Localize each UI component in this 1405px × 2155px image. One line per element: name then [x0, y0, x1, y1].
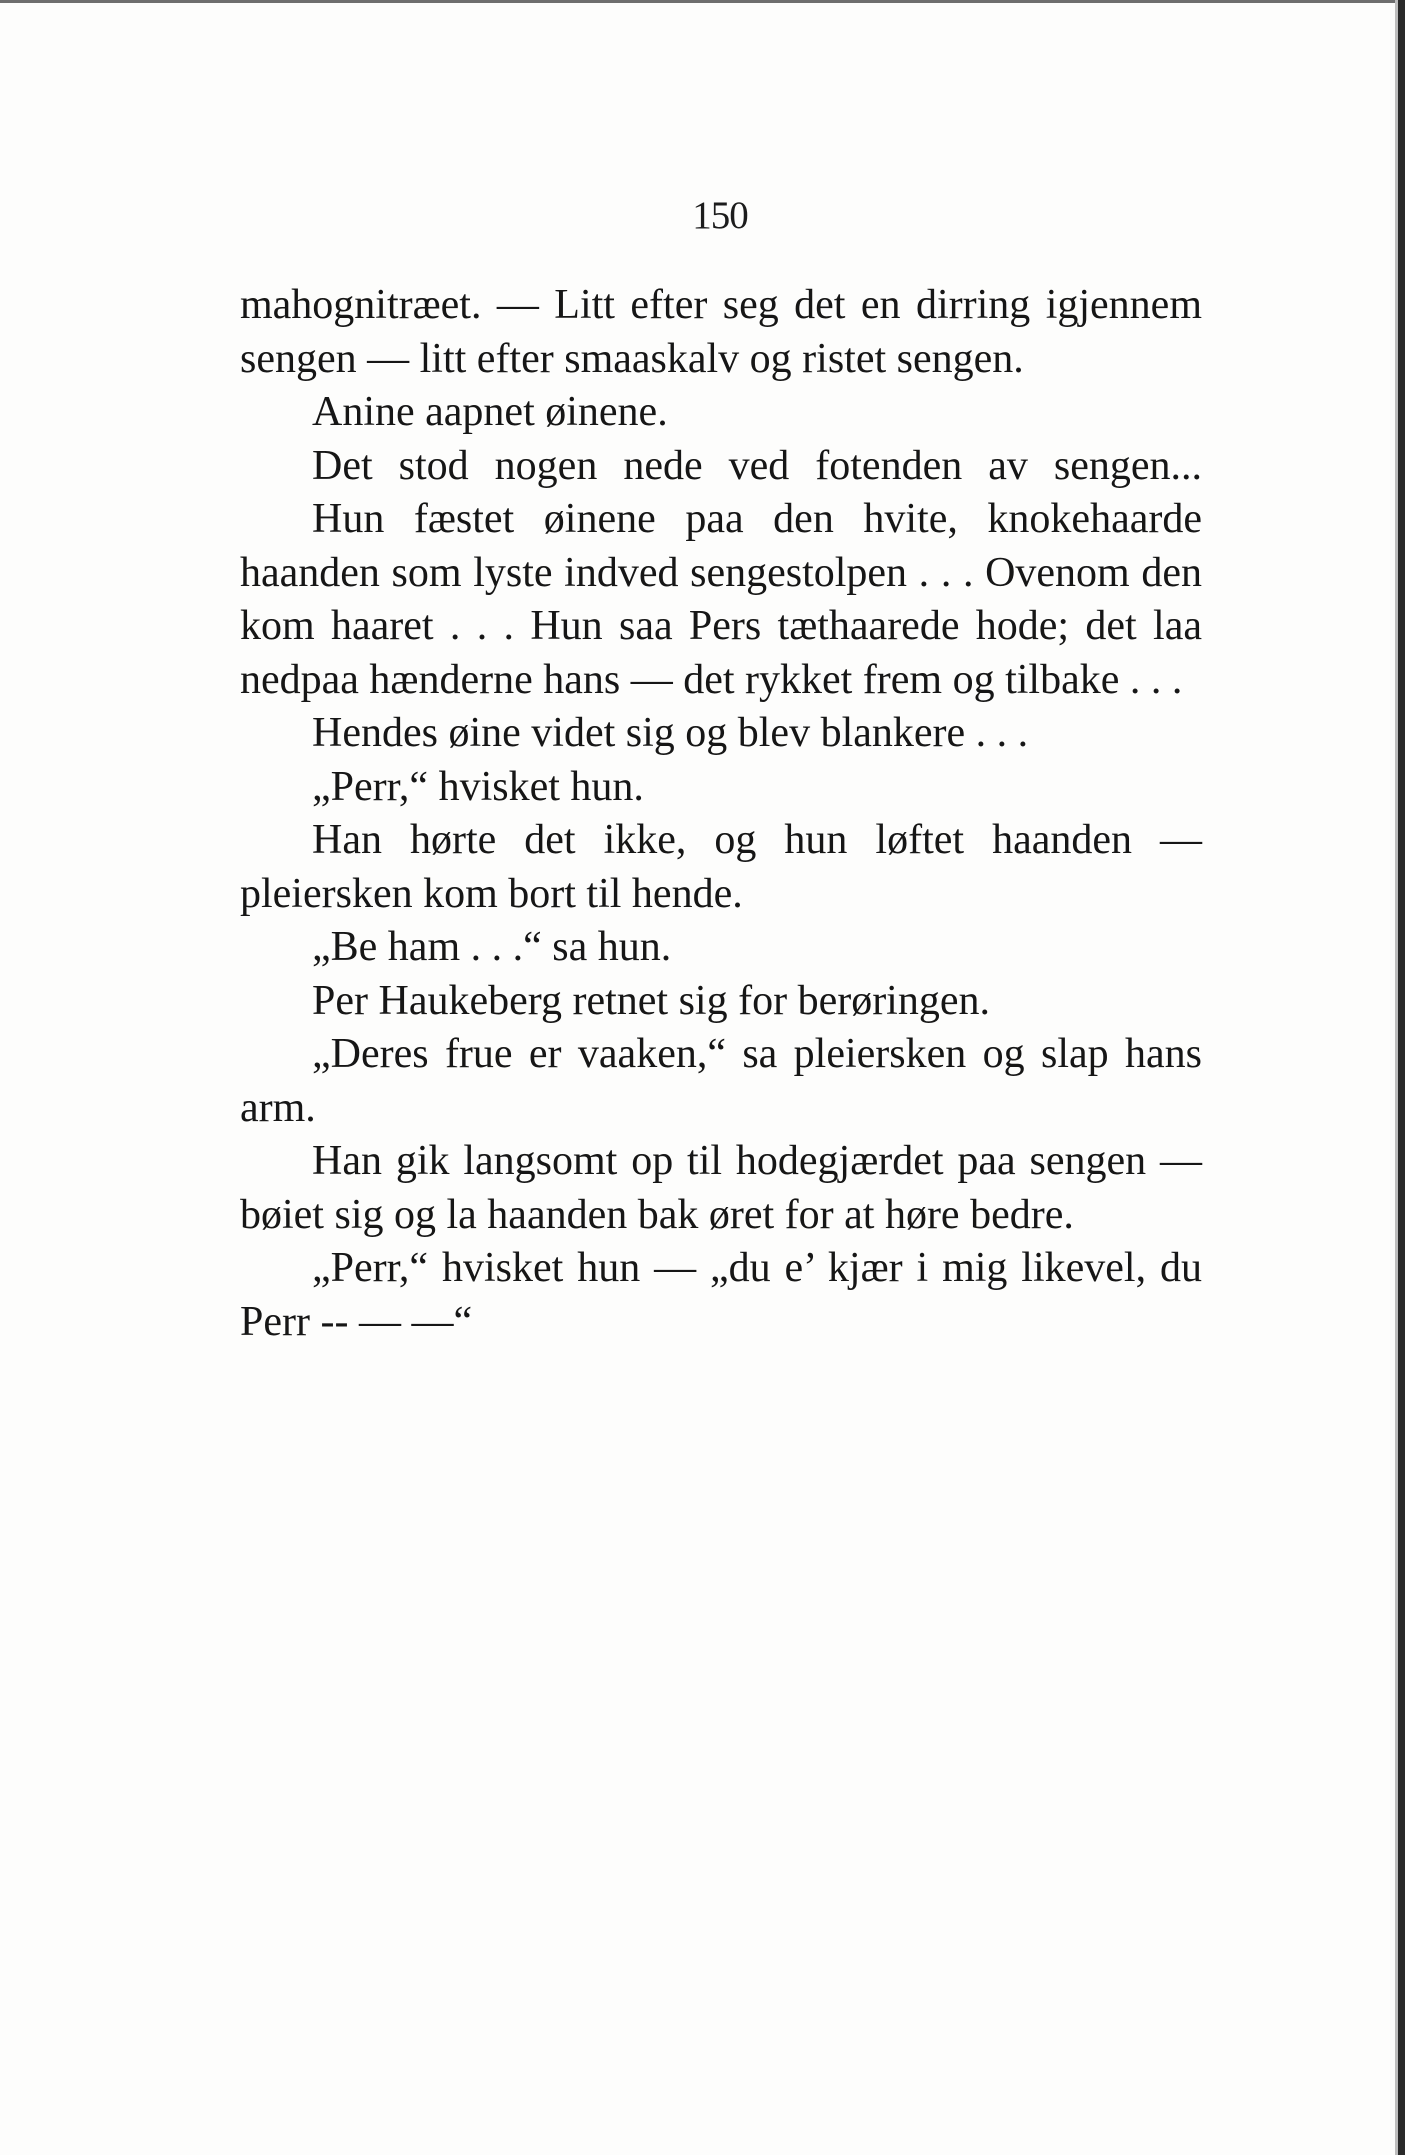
body-text — [240, 279, 1202, 1349]
paragraph: mahognitræet. — Litt efter seg det en dirring igjennem sengen — litt efter smaaskalv og ristet sengen. — [240, 282, 1202, 382]
page-edge — [1398, 0, 1405, 2155]
paragraph: „Perr,“ hvisket hun — „du e’ kjær i mig likevel, du Perr -- — —“ — [240, 1245, 1202, 1345]
paragraph: Anine aapnet øinene. — [312, 389, 668, 435]
paragraph: Per Haukeberg retnet sig for berøringen. — [312, 977, 990, 1024]
paragraph: Hendes øine videt sig og blev blankere . . . — [312, 710, 1029, 756]
paragraph: „Perr,“ hvisket hun. — [312, 763, 644, 810]
paragraph: „Be ham . . .“ sa hun. — [312, 924, 672, 970]
paragraph: Han gik langsomt op til hodegjærdet paa sengen — bøiet sig og la haanden bak øret for at høre bedre. — [240, 1138, 1202, 1238]
paragraph: Han hørte det ikke, og hun løftet haanden — pleiersken kom bort til hende. — [240, 817, 1202, 917]
paragraph: Det stod nogen nede ved fotenden av sengen... — [312, 442, 1202, 489]
paragraph: Hun fæstet øinene paa den hvite, knokehaarde haanden som lyste indved sengestolpen . . . Ovenom den kom haaret . . . Hun saa Pers tæthaarede hode; det laa nedpaa hænderne hans — det rykket frem og tilbake . . . — [240, 496, 1202, 703]
page-number: 150 — [692, 194, 748, 237]
paragraph: „Deres frue er vaaken,“ sa pleiersken og slap hans arm. — [240, 1031, 1202, 1131]
